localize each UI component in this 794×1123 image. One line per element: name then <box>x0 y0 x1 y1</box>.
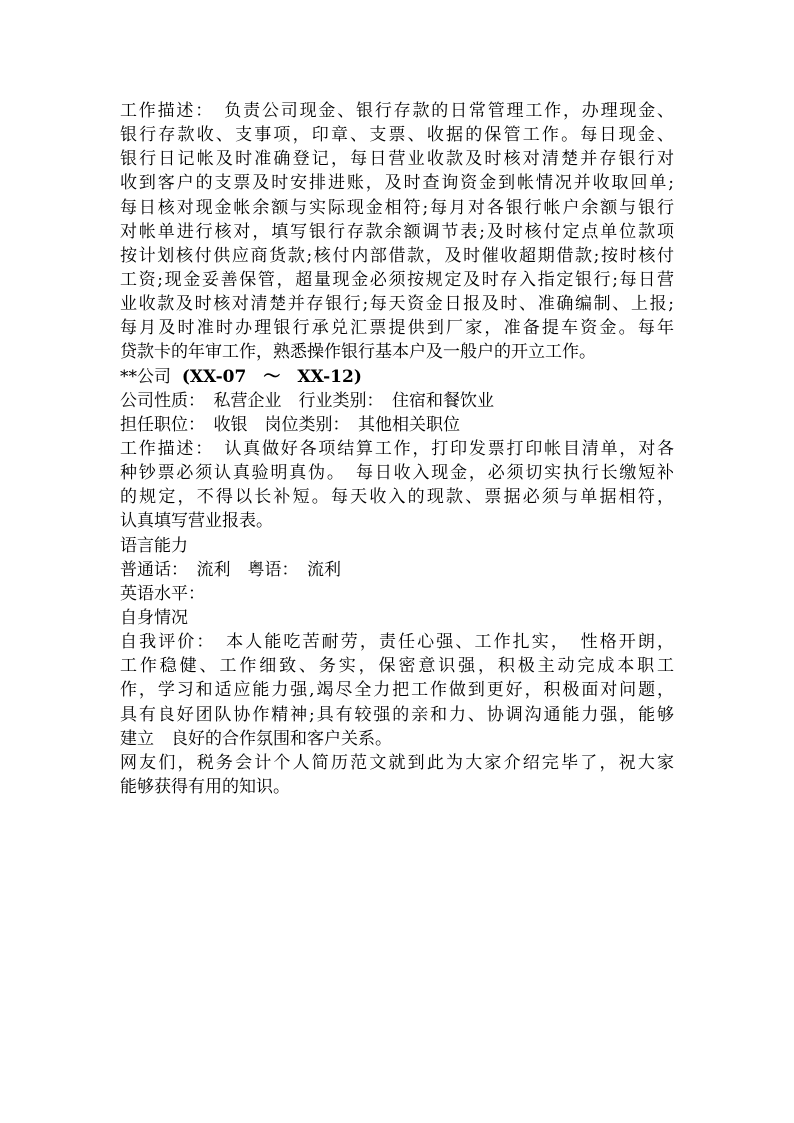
closing-section <box>120 751 674 799</box>
company-heading <box>120 365 674 389</box>
experience-1-section <box>120 99 674 365</box>
text-line: 自我评价： 本人能吃苦耐劳，责任心强、工作扎实， 性格开朗， <box>120 632 674 653</box>
text-line: 的规定，不得以长补短。每天收入的现款、票据必须与单据相符， <box>120 487 674 508</box>
text-line: 贷款卡的年审工作，熟悉操作银行基本户及一般户的开立工作。 <box>120 342 596 363</box>
document-body <box>120 99 674 799</box>
language-section <box>120 534 674 606</box>
text-line: 按计划核付供应商货款;核付内部借款，及时催收超期借款;按时核付 <box>120 245 674 266</box>
job-position: 担任职位： 收银 岗位类别： 其他相关职位 <box>120 414 460 435</box>
text-line: 种钞票必须认真验明真伪。 每日收入现金，必须切实执行长缴短补 <box>120 463 674 484</box>
text-line: 每日核对现金帐余额与实际现金相符;每月对各银行帐户余额与银行 <box>120 197 674 218</box>
company-nature: 公司性质： 私营企业 行业类别： 住宿和餐饮业 <box>120 390 494 411</box>
text-line: 银行存款收、支事项，印章、支票、收据的保管工作。每日现金、 <box>120 125 674 146</box>
text-line: 工资;现金妥善保管，超量现金必须按规定及时存入指定银行;每日营 <box>120 269 674 290</box>
text-line: 作，学习和适应能力强,竭尽全力把工作做到更好，积极面对问题， <box>120 680 674 701</box>
section-heading: 自身情况 <box>120 607 188 628</box>
english-level: 英语水平： <box>120 583 205 604</box>
text-line: 认真填写营业报表。 <box>120 511 273 532</box>
text-line: 收到客户的支票及时安排进账，及时查询资金到帐情况并收取回单; <box>120 173 674 194</box>
section-heading: 语言能力 <box>120 535 188 556</box>
text-line: 网友们，税务会计个人简历范文就到此为大家介绍完毕了，祝大家 <box>120 752 674 773</box>
text-line: 业收款及时核对清楚并存银行;每天资金日报及时、准确编制、上报; <box>120 294 674 315</box>
self-section <box>120 606 674 751</box>
text-line: 建立 良好的合作氛围和客户关系。 <box>120 728 392 749</box>
text-line: 工作稳健、工作细致、务实，保密意识强，积极主动完成本职工 <box>120 656 674 677</box>
experience-2-section <box>120 365 674 534</box>
company-name: **公司 <box>120 366 171 387</box>
text-line: 对帐单进行核对，填写银行存款余额调节表;及时核付定点单位款项 <box>120 221 674 242</box>
text-line: 具有良好团队协作精神;具有较强的亲和力、协调沟通能力强，能够 <box>120 704 674 725</box>
spoken-languages: 普通话： 流利 粤语： 流利 <box>120 559 341 580</box>
text-line: 工作描述： 负责公司现金、银行存款的日常管理工作，办理现金、 <box>120 101 674 121</box>
text-line: 每月及时准时办理银行承兑汇票提供到厂家，准备提车资金。每年 <box>120 318 674 339</box>
company-period: (XX-07 ～ XX-12) <box>181 366 362 387</box>
text-line: 能够获得有用的知识。 <box>120 776 290 797</box>
text-line: 工作描述： 认真做好各项结算工作，打印发票打印帐目清单，对各 <box>120 438 674 459</box>
text-line: 银行日记帐及时准确登记，每日营业收款及时核对清楚并存银行对 <box>120 149 674 170</box>
